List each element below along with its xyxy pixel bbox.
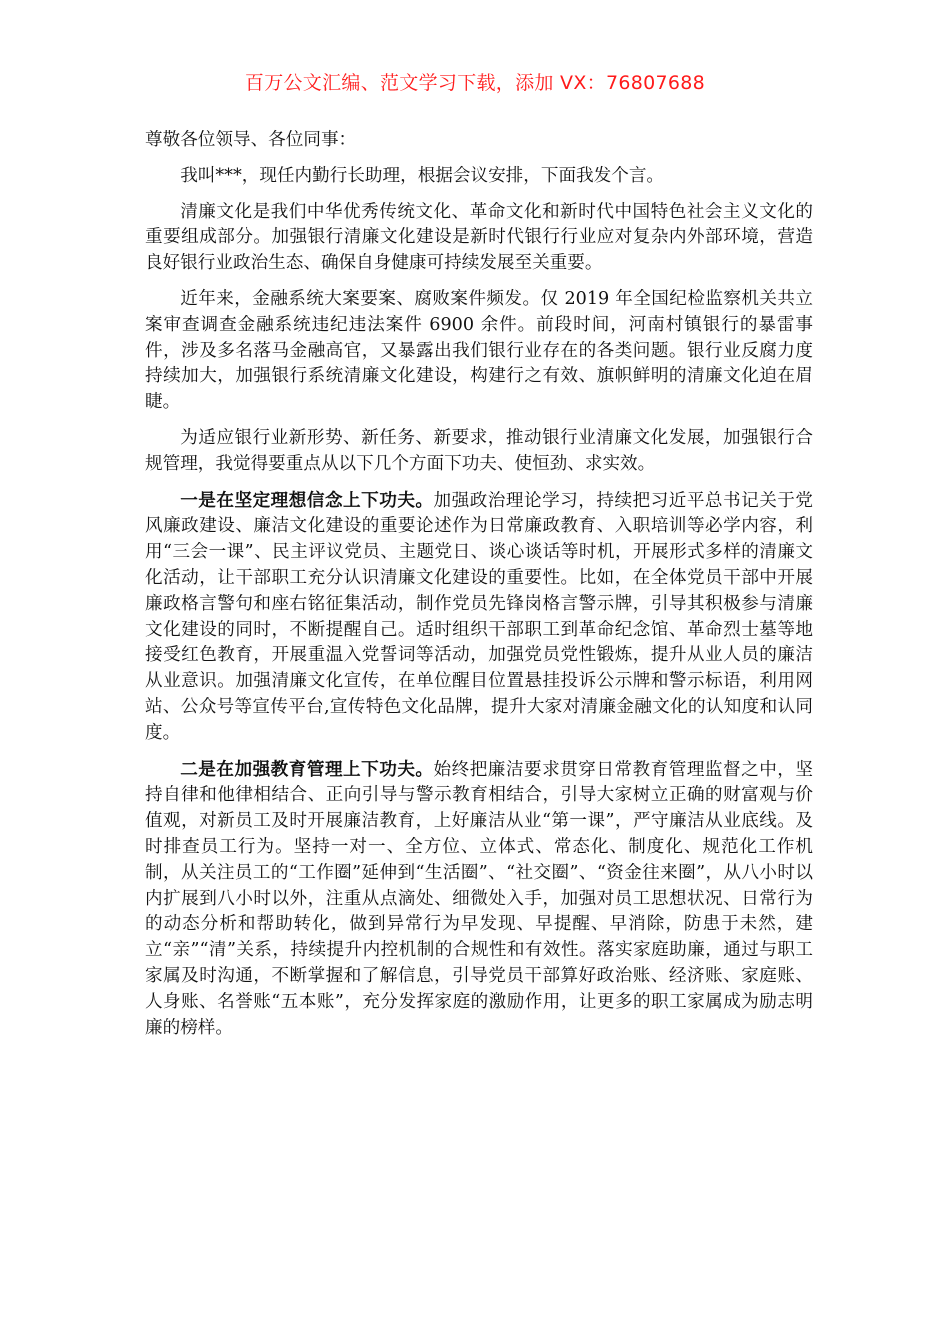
paragraph-clean-culture: 清廉文化是我们中华优秀传统文化、革命文化和新时代中国特色社会主义文化的重要组成部分。加强银行清廉文化建设是新时代银行行业应对复杂内外部环境，营造良好银行业政治生态、确保自身健康可持续发展至关重要。: [145, 201, 813, 274]
point-one-heading: 一是在坚定理想信念上下功夫。: [180, 489, 434, 511]
paragraph-point-one: [145, 488, 813, 747]
paragraph-point-two: [145, 757, 813, 1042]
point-two-heading: 二是在加强教育管理上下功夫。: [180, 758, 434, 780]
point-two-body: 始终把廉洁要求贯穿日常教育管理监督之中，坚持自律和他律相结合、正向引导与警示教育相结合，引导大家树立正确的财富观与价值观，对新员工及时开展廉洁教育，上好廉洁从业“第一课”，严守廉洁从业底线。及时排查员工行为。坚持一对一、全方位、立体式、常态化、制度化、规范化工作机制，从关注员工的“工作圈”延伸到“生活圈”、“社交圈”、“资金往来圈”，从八小时以内扩展到八小时以外，注重从点滴处、细微处入手，加强对员工思想状况、日常行为的动态分析和帮助转化，做到异常行为早发现、早提醒、早消除，防患于未然，建立“亲”“清”关系，持续提升内控机制的合规性和有效性。落实家庭助廉，通过与职工家属及时沟通，不断掌握和了解信息，引导党员干部算好政治账、经济账、家庭账、人身账、名誉账“五本账”，充分发挥家庭的激励作用，让更多的职工家属成为励志明廉的榜样。: [145, 759, 813, 1038]
paragraph-introduction: 我叫***，现任内勤行长助理，根据会议安排，下面我发个言。: [180, 165, 665, 186]
watermark-banner: 百万公文汇编、范文学习下载，添加 VX：76807688: [244, 72, 706, 94]
speech-body: [145, 128, 813, 1051]
point-one-body: 加强政治理论学习，持续把习近平总书记关于党风廉政建设、廉洁文化建设的重要论述作为日常廉政教育、入职培训等必学内容，利用“三会一课”、民主评议党员、主题党日、谈心谈话等时机，开展形式多样的清廉文化活动，让干部职工充分认识清廉文化建设的重要性。比如，在全体党员干部中开展廉政格言警句和座右铭征集活动，制作党员先锋岗格言警示牌，引导其积极参与清廉文化建设的同时，不断提醒自己。适时组织干部职工到革命纪念馆、革命烈士墓等地接受红色教育，开展重温入党誓词等活动，加强党员党性锻炼，提升从业人员的廉洁从业意识。加强清廉文化宣传，在单位醒目位置悬挂投诉公示牌和警示标语，利用网站、公众号等宣传平台,宣传特色文化品牌，提升大家对清廉金融文化的认知度和认同度。: [145, 490, 813, 743]
paragraph-recent-cases: 近年来，金融系统大案要案、腐败案件频发。仅 2019 年全国纪检监察机关共立案审查调查金融系统违纪违法案件 6900 余件。前段时间，河南村镇银行的暴雷事件，涉及多名落马金融高官，又暴露出我们银行业存在的各类问题。银行业反腐力度持续加大，加强银行系统清廉文化建设，构建行之有效、旗帜鲜明的清廉文化迫在眉睫。: [145, 288, 813, 413]
paragraph-focus-areas: 为适应银行业新形势、新任务、新要求，推动银行业清廉文化发展，加强银行合规管理，我觉得要重点从以下几个方面下功夫、使恒劲、求实效。: [145, 427, 813, 474]
salutation: 尊敬各位领导、各位同事：: [145, 130, 357, 150]
